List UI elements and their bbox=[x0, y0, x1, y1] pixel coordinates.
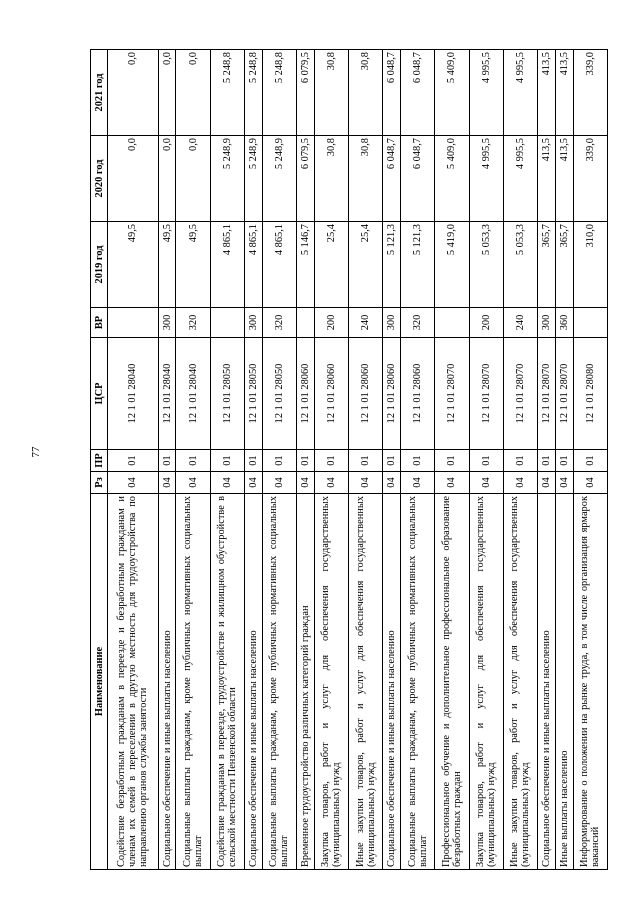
header-2019: 2019 год bbox=[91, 222, 108, 308]
cell-csr: 12 1 01 28070 bbox=[469, 338, 503, 450]
cell-csr: 12 1 01 28080 bbox=[573, 338, 607, 450]
header-2020: 2020 год bbox=[91, 136, 108, 222]
cell-csr: 12 1 01 28040 bbox=[158, 338, 176, 450]
cell-rz: 04 bbox=[537, 472, 555, 494]
cell-2019: 4 865,1 bbox=[262, 222, 296, 308]
cell-vr: 200 bbox=[314, 308, 348, 338]
cell-2021: 6 048,7 bbox=[383, 50, 401, 136]
cell-pr: 01 bbox=[555, 450, 573, 472]
cell-2020: 0,0 bbox=[158, 136, 176, 222]
cell-name: Иные выплаты населению bbox=[555, 494, 573, 870]
page-number: 77 bbox=[30, 446, 42, 458]
cell-rz: 04 bbox=[210, 472, 244, 494]
cell-name: Профессиональное обучение и дополнительное профессиональное образование безработных граждан bbox=[435, 494, 469, 870]
cell-rz: 04 bbox=[158, 472, 176, 494]
cell-2019: 5 053,3 bbox=[469, 222, 503, 308]
cell-2021: 413,5 bbox=[555, 50, 573, 136]
table-row bbox=[383, 50, 401, 870]
cell-2020: 6 079,5 bbox=[296, 136, 314, 222]
cell-vr bbox=[296, 308, 314, 338]
cell-name: Содействие гражданам в переезде, трудоустройстве и жилищном обустройстве в сельской местности Пензенской области bbox=[210, 494, 244, 870]
cell-2020: 5 248,9 bbox=[210, 136, 244, 222]
cell-rz: 04 bbox=[383, 472, 401, 494]
cell-2019: 5 419,0 bbox=[435, 222, 469, 308]
cell-2021: 5 248,8 bbox=[244, 50, 262, 136]
cell-csr: 12 1 01 28040 bbox=[176, 338, 210, 450]
cell-2021: 0,0 bbox=[176, 50, 210, 136]
cell-2020: 413,5 bbox=[555, 136, 573, 222]
cell-csr: 12 1 01 28070 bbox=[435, 338, 469, 450]
cell-2020: 5 248,9 bbox=[244, 136, 262, 222]
cell-csr: 12 1 01 28060 bbox=[401, 338, 435, 450]
table-row bbox=[262, 50, 296, 870]
cell-vr: 240 bbox=[503, 308, 537, 338]
cell-pr: 01 bbox=[537, 450, 555, 472]
cell-pr: 01 bbox=[469, 450, 503, 472]
cell-vr: 320 bbox=[176, 308, 210, 338]
cell-name: Информирование о положении на рынке труда, в том числе организация ярмарок вакансий bbox=[573, 494, 607, 870]
cell-name: Закупка товаров, работ и услуг для обеспечения государственных (муниципальных) нужд bbox=[469, 494, 503, 870]
cell-2021: 339,0 bbox=[573, 50, 607, 136]
cell-vr: 240 bbox=[349, 308, 383, 338]
cell-2021: 5 248,8 bbox=[262, 50, 296, 136]
cell-csr: 12 1 01 28060 bbox=[349, 338, 383, 450]
cell-2021: 413,5 bbox=[537, 50, 555, 136]
cell-rz: 04 bbox=[349, 472, 383, 494]
cell-2019: 4 865,1 bbox=[244, 222, 262, 308]
cell-2019: 25,4 bbox=[314, 222, 348, 308]
cell-2021: 5 248,8 bbox=[210, 50, 244, 136]
cell-2020: 0,0 bbox=[108, 136, 159, 222]
cell-2019: 49,5 bbox=[108, 222, 159, 308]
cell-csr: 12 1 01 28050 bbox=[244, 338, 262, 450]
table-row bbox=[210, 50, 244, 870]
table-body bbox=[108, 50, 608, 870]
cell-rz: 04 bbox=[401, 472, 435, 494]
cell-rz: 04 bbox=[176, 472, 210, 494]
rotated-table-container bbox=[90, 50, 608, 870]
cell-vr bbox=[573, 308, 607, 338]
cell-2020: 339,0 bbox=[573, 136, 607, 222]
cell-2021: 30,8 bbox=[314, 50, 348, 136]
cell-2019: 5 121,3 bbox=[401, 222, 435, 308]
table-row bbox=[349, 50, 383, 870]
cell-name: Социальное обеспечение и иные выплаты населению bbox=[244, 494, 262, 870]
header-name: Наименование bbox=[91, 494, 108, 870]
cell-name: Социальные выплаты гражданам, кроме публичных нормативных социальных выплат bbox=[401, 494, 435, 870]
cell-2021: 4 995,5 bbox=[503, 50, 537, 136]
cell-csr: 12 1 01 28060 bbox=[314, 338, 348, 450]
cell-rz: 04 bbox=[108, 472, 159, 494]
cell-name: Закупка товаров, работ и услуг для обеспечения государственных (муниципальных) нужд bbox=[314, 494, 348, 870]
cell-2021: 4 995,5 bbox=[469, 50, 503, 136]
cell-2020: 30,8 bbox=[349, 136, 383, 222]
cell-pr: 01 bbox=[314, 450, 348, 472]
cell-2019: 5 053,3 bbox=[503, 222, 537, 308]
cell-rz: 04 bbox=[503, 472, 537, 494]
cell-pr: 01 bbox=[349, 450, 383, 472]
cell-rz: 04 bbox=[244, 472, 262, 494]
table-row bbox=[296, 50, 314, 870]
table-row bbox=[537, 50, 555, 870]
cell-2019: 49,5 bbox=[176, 222, 210, 308]
cell-2020: 30,8 bbox=[314, 136, 348, 222]
cell-vr: 320 bbox=[401, 308, 435, 338]
cell-2021: 6 079,5 bbox=[296, 50, 314, 136]
cell-csr: 12 1 01 28060 bbox=[383, 338, 401, 450]
table-row bbox=[314, 50, 348, 870]
cell-name: Социальные выплаты гражданам, кроме публичных нормативных социальных выплат bbox=[176, 494, 210, 870]
cell-2020: 5 248,9 bbox=[262, 136, 296, 222]
cell-2020: 0,0 bbox=[176, 136, 210, 222]
cell-csr: 12 1 01 28060 bbox=[296, 338, 314, 450]
table-row bbox=[244, 50, 262, 870]
cell-vr bbox=[108, 308, 159, 338]
header-vr: ВР bbox=[91, 308, 108, 338]
cell-2019: 365,7 bbox=[555, 222, 573, 308]
cell-vr bbox=[210, 308, 244, 338]
cell-pr: 01 bbox=[244, 450, 262, 472]
cell-2019: 25,4 bbox=[349, 222, 383, 308]
cell-2021: 5 409,0 bbox=[435, 50, 469, 136]
cell-name: Иные закупки товаров, работ и услуг для обеспечения государственных (муниципальных) нужд bbox=[349, 494, 383, 870]
table-row bbox=[158, 50, 176, 870]
cell-2020: 413,5 bbox=[537, 136, 555, 222]
cell-csr: 12 1 01 28070 bbox=[503, 338, 537, 450]
header-pr: ПР bbox=[91, 450, 108, 472]
cell-vr: 300 bbox=[537, 308, 555, 338]
cell-name: Социальное обеспечение и иные выплаты населению bbox=[158, 494, 176, 870]
table-row bbox=[401, 50, 435, 870]
cell-2020: 5 409,0 bbox=[435, 136, 469, 222]
cell-2021: 0,0 bbox=[158, 50, 176, 136]
cell-pr: 01 bbox=[210, 450, 244, 472]
cell-2021: 30,8 bbox=[349, 50, 383, 136]
cell-name: Социальное обеспечение и иные выплаты населению bbox=[383, 494, 401, 870]
cell-pr: 01 bbox=[383, 450, 401, 472]
cell-name: Социальное обеспечение и иные выплаты населению bbox=[537, 494, 555, 870]
cell-csr: 12 1 01 28040 bbox=[108, 338, 159, 450]
cell-2021: 6 048,7 bbox=[401, 50, 435, 136]
budget-table bbox=[90, 49, 608, 870]
table-row bbox=[176, 50, 210, 870]
cell-pr: 01 bbox=[262, 450, 296, 472]
cell-2020: 6 048,7 bbox=[383, 136, 401, 222]
cell-2021: 0,0 bbox=[108, 50, 159, 136]
cell-vr: 320 bbox=[262, 308, 296, 338]
table-row bbox=[469, 50, 503, 870]
cell-2019: 5 146,7 bbox=[296, 222, 314, 308]
table-header-row bbox=[91, 50, 108, 870]
cell-vr: 300 bbox=[244, 308, 262, 338]
cell-pr: 01 bbox=[503, 450, 537, 472]
cell-csr: 12 1 01 28070 bbox=[555, 338, 573, 450]
cell-csr: 12 1 01 28050 bbox=[210, 338, 244, 450]
table-row bbox=[108, 50, 159, 870]
cell-pr: 01 bbox=[573, 450, 607, 472]
cell-vr bbox=[435, 308, 469, 338]
cell-2020: 4 995,5 bbox=[469, 136, 503, 222]
cell-pr: 01 bbox=[158, 450, 176, 472]
cell-2020: 4 995,5 bbox=[503, 136, 537, 222]
cell-name: Содействие безработным гражданам в переезде и безработным гражданам и членам их семей в переселении в другую местность для трудоустройства по направлению органов службы занятости bbox=[108, 494, 159, 870]
table-row bbox=[573, 50, 607, 870]
cell-2019: 4 865,1 bbox=[210, 222, 244, 308]
cell-rz: 04 bbox=[314, 472, 348, 494]
table-row bbox=[435, 50, 469, 870]
cell-csr: 12 1 01 28050 bbox=[262, 338, 296, 450]
cell-2019: 49,5 bbox=[158, 222, 176, 308]
cell-rz: 04 bbox=[573, 472, 607, 494]
cell-2019: 310,0 bbox=[573, 222, 607, 308]
cell-vr: 300 bbox=[383, 308, 401, 338]
cell-2019: 5 121,3 bbox=[383, 222, 401, 308]
cell-rz: 04 bbox=[555, 472, 573, 494]
cell-pr: 01 bbox=[296, 450, 314, 472]
cell-2019: 365,7 bbox=[537, 222, 555, 308]
cell-rz: 04 bbox=[469, 472, 503, 494]
cell-pr: 01 bbox=[435, 450, 469, 472]
table-row bbox=[503, 50, 537, 870]
cell-pr: 01 bbox=[176, 450, 210, 472]
cell-vr: 300 bbox=[158, 308, 176, 338]
cell-name: Социальные выплаты гражданам, кроме публичных нормативных социальных выплат bbox=[262, 494, 296, 870]
header-rz: Рз bbox=[91, 472, 108, 494]
cell-vr: 360 bbox=[555, 308, 573, 338]
cell-name: Иные закупки товаров, работ и услуг для обеспечения государственных (муниципальных) нужд bbox=[503, 494, 537, 870]
cell-vr: 200 bbox=[469, 308, 503, 338]
cell-2020: 6 048,7 bbox=[401, 136, 435, 222]
cell-csr: 12 1 01 28070 bbox=[537, 338, 555, 450]
cell-name: Временное трудоустройство различных категорий граждан bbox=[296, 494, 314, 870]
header-2021: 2021 год bbox=[91, 50, 108, 136]
cell-rz: 04 bbox=[262, 472, 296, 494]
table-row bbox=[555, 50, 573, 870]
header-csr: ЦСР bbox=[91, 338, 108, 450]
cell-pr: 01 bbox=[108, 450, 159, 472]
cell-rz: 04 bbox=[435, 472, 469, 494]
cell-pr: 01 bbox=[401, 450, 435, 472]
cell-rz: 04 bbox=[296, 472, 314, 494]
